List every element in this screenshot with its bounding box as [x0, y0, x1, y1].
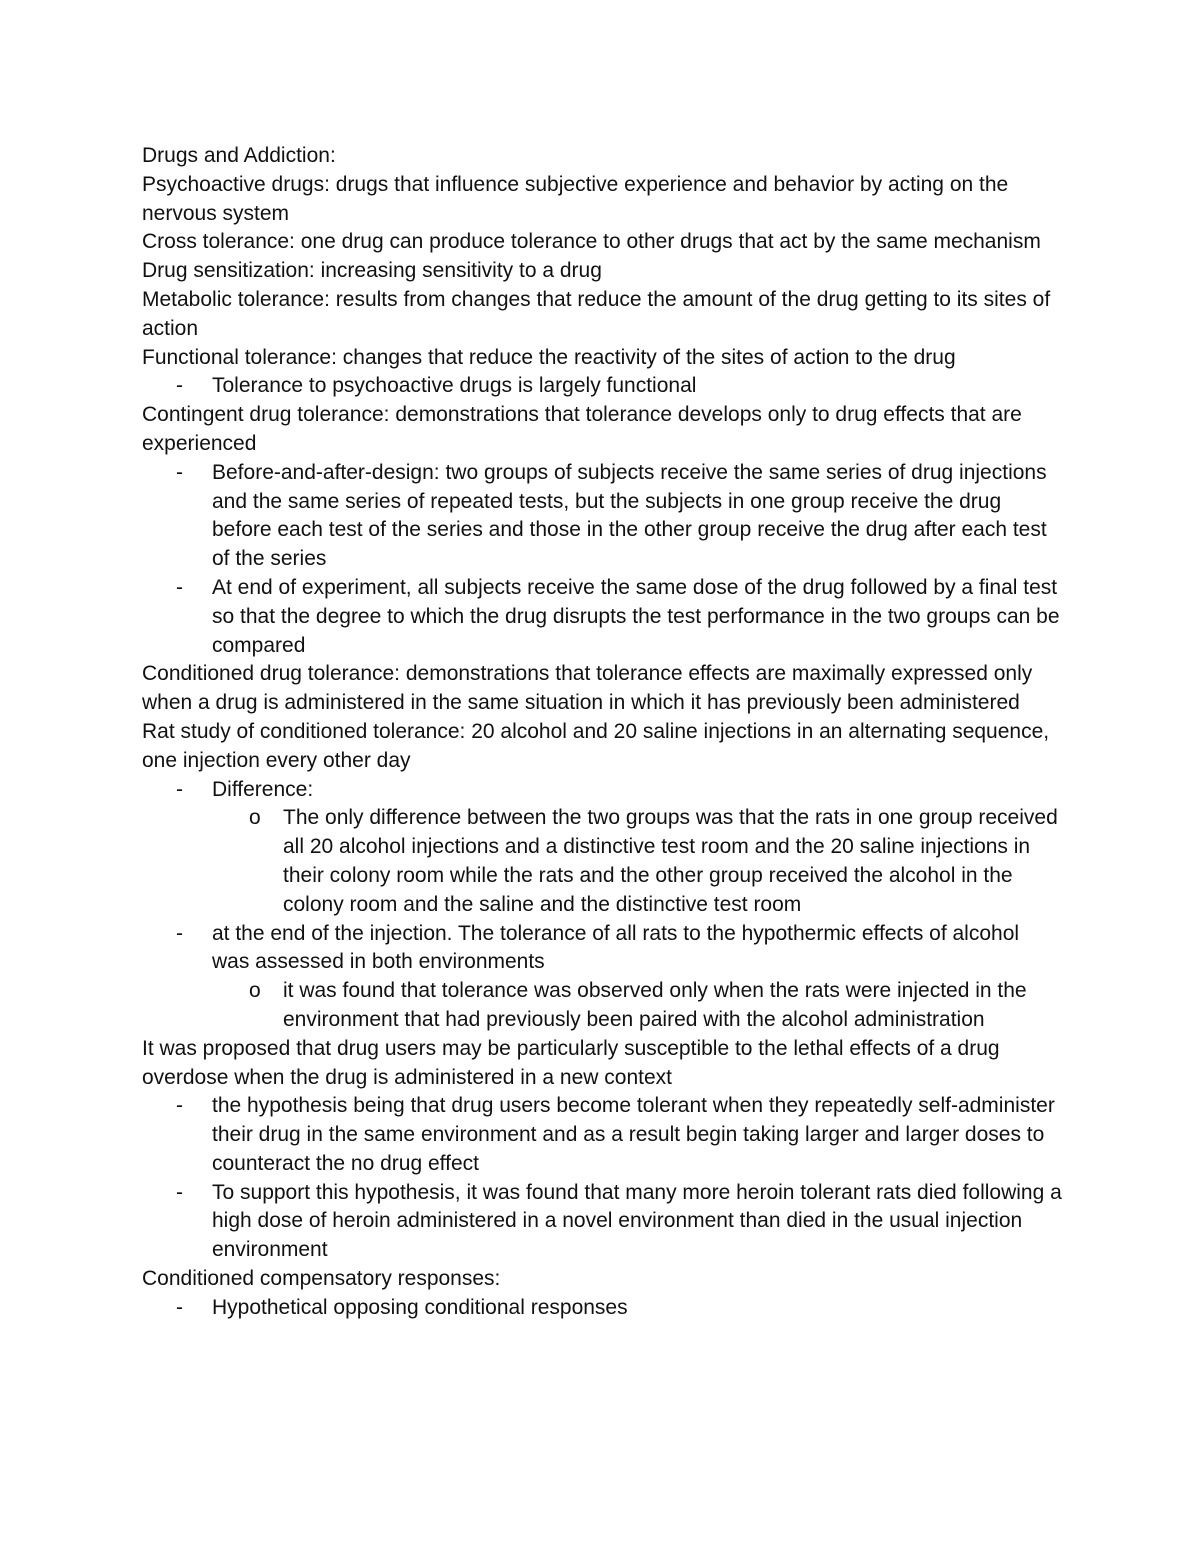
sub-list-item: [142, 804, 1062, 919]
dash-bullet: -: [176, 374, 183, 398]
paragraph: Functional tolerance: changes that reduce the reactivity of the sites of action to the drug: [142, 345, 956, 369]
paragraph: Drug sensitization: increasing sensitivity to a drug: [142, 259, 602, 283]
list-item: [142, 920, 1062, 978]
sub-list-item: [142, 977, 1062, 1035]
list-item-text: the hypothesis being that drug users become tolerant when they repeatedly self-administer their drug in the same environment and as a result begin taking larger and larger doses to counteract the no drug effect: [212, 1094, 1055, 1175]
paragraph: Rat study of conditioned tolerance: 20 alcohol and 20 saline injections in an alternating sequence, one injection every other day: [142, 719, 1050, 772]
list-item-text: At end of experiment, all subjects receive the same dose of the drug followed by a final test so that the degree to which the drug disrupts the test performance in the two groups can be compared: [212, 575, 1060, 657]
list-item-text: Tolerance to psychoactive drugs is largely functional: [212, 374, 697, 398]
list-item: [142, 776, 1062, 805]
list-item-text: To support this hypothesis, it was found that many more heroin tolerant rats died following a high dose of heroin administered in a novel environment than died in the usual injection environment: [212, 1180, 1062, 1262]
paragraph: Metabolic tolerance: results from changes that reduce the amount of the drug getting to its sites of action: [142, 287, 1051, 340]
paragraph: Conditioned drug tolerance: demonstrations that tolerance effects are maximally expressed only when a drug is administered in the same situation in which it has previously been administered: [142, 662, 1033, 715]
paragraph: It was proposed that drug users may be particularly susceptible to the lethal effects of a drug overdose when the drug is administered in a new context: [142, 1036, 1000, 1089]
list-item: [142, 1092, 1062, 1178]
list-item: [142, 459, 1062, 574]
paragraph: Conditioned compensatory responses:: [142, 1267, 501, 1291]
list-item-text: Before-and-after-design: two groups of subjects receive the same series of drug injections and the same series of repeated tests, but the subjects in one group receive the drug before each test of the series and those in the other group receive the drug after each test of the series: [212, 460, 1047, 571]
list-item-text: it was found that tolerance was observed only when the rats were injected in the environment that had previously been paired with the alcohol administration: [283, 979, 1027, 1031]
circle-bullet: o: [249, 806, 261, 830]
paragraph: Psychoactive drugs: drugs that influence subjective experience and behavior by acting on the nervous system: [142, 172, 1009, 225]
list-item: [142, 1294, 1062, 1323]
circle-bullet: o: [249, 979, 261, 1003]
paragraph: Cross tolerance: one drug can produce tolerance to other drugs that act by the same mechanism: [142, 230, 1041, 254]
list-item-text: Difference:: [212, 777, 314, 801]
list-item: [142, 1179, 1062, 1265]
dash-bullet: -: [176, 1295, 183, 1319]
dash-bullet: -: [176, 921, 183, 945]
list-item-text: at the end of the injection. The tolerance of all rats to the hypothermic effects of alcohol was assessed in both environments: [212, 921, 1020, 974]
dash-bullet: -: [176, 1094, 183, 1118]
paragraph: Drugs and Addiction:: [142, 144, 336, 167]
dash-bullet: -: [176, 575, 183, 599]
list-item-text: Hypothetical opposing conditional responses: [212, 1295, 628, 1319]
list-item: [142, 372, 1062, 401]
list-item: [142, 574, 1062, 660]
dash-bullet: -: [176, 1180, 183, 1204]
paragraph: Contingent drug tolerance: demonstrations that tolerance develops only to drug effects that are experienced: [142, 403, 1022, 455]
document-body: [142, 142, 1062, 1323]
list-item-text: The only difference between the two groups was that the rats in one group received all 20 alcohol injections and a distinctive test room and the 20 saline injections in their colony room while the rats and the other group received the alcohol in the colony room and the saline and the distinctive test room: [283, 806, 1058, 916]
dash-bullet: -: [176, 777, 183, 801]
dash-bullet: -: [176, 460, 183, 484]
